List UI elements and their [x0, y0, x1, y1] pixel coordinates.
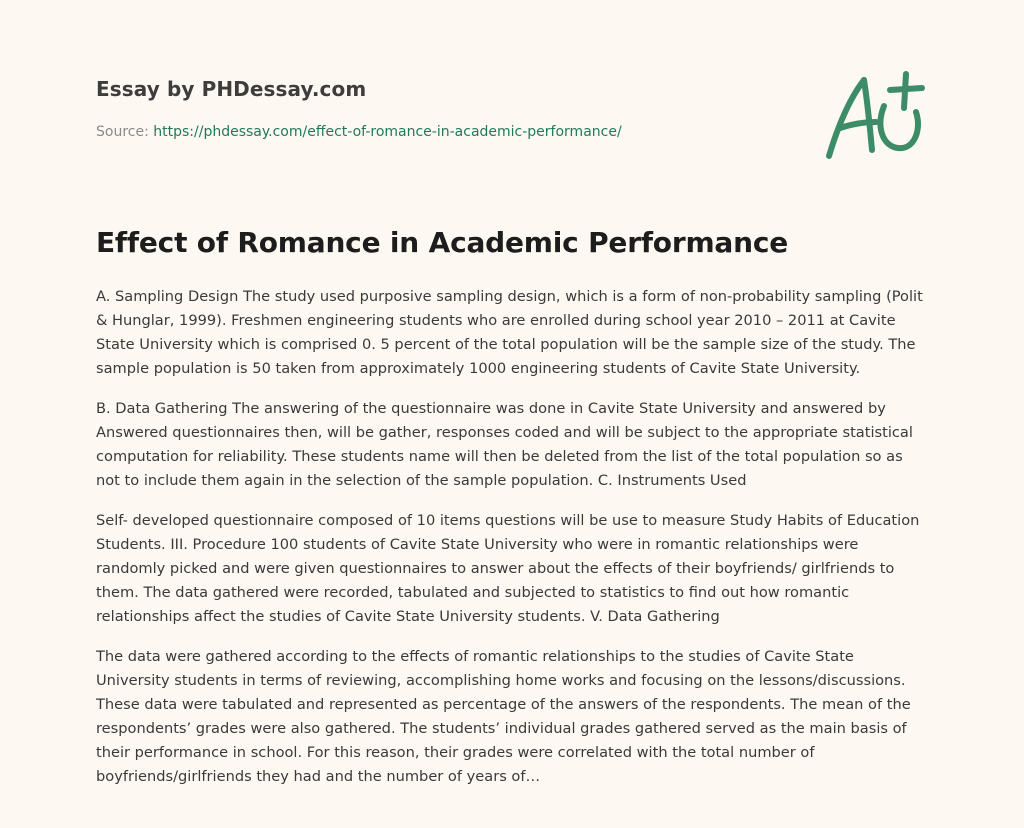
essay-title: Effect of Romance in Academic Performance — [96, 226, 789, 259]
source-line — [96, 124, 622, 140]
essay-paragraph: A. Sampling Design The study used purposive sampling design, which is a form of non-probability sampling (Polit & Hunglar, 1999). Freshmen engineering students who are enrolled during school year 2010 – 2011 at Cavite State University which is comprised 0. 5 percent of the total population will be the sample size of the study. The sample population is 50 taken from approximately 1000 engineering students of Cavite State University. — [96, 288, 923, 377]
essay-body — [96, 285, 928, 805]
a-plus-grade-icon — [820, 66, 928, 166]
site-title: Essay by PHDessay.com — [96, 77, 367, 101]
source-label: Source: — [96, 124, 149, 140]
essay-paragraph: Self- developed questionnaire composed of 10 items questions will be use to measure Study Habits of Education Students. III. Procedure 100 students of Cavite State University who were in romantic relationships were randomly picked and were given questionnaires to answer about the effects of their boyfriends/ girlfriends to them. The data gathered were recorded, tabulated and subjected to statistics to find out how romantic relationships affect the studies of Cavite State University students. V. Data Gathering — [96, 512, 920, 625]
essay-paragraph: The data were gathered according to the effects of romantic relationships to the studies of Cavite State University students in terms of reviewing, accomplishing home works and focusing on the lessons/discussions. These data were tabulated and represented as percentage of the answers of the respondents. The mean of the respondents’ grades were also gathered. The students’ individual grades gathered served as the main basis of their performance in school. For this reason, their grades were correlated with the total number of boyfriends/girlfriends they had and the number of years of… — [96, 648, 911, 785]
essay-paragraph: B. Data Gathering The answering of the questionnaire was done in Cavite State University and answered by Answered questionnaires then, will be gather, responses coded and will be subject to the appropriate statistical computation for reliability. These students name will then be deleted from the list of the total population so as not to include them again in the selection of the sample population. C. Instruments Used — [96, 400, 913, 489]
source-link[interactable]: https://phdessay.com/effect-of-romance-in-academic-performance/ — [153, 124, 622, 140]
